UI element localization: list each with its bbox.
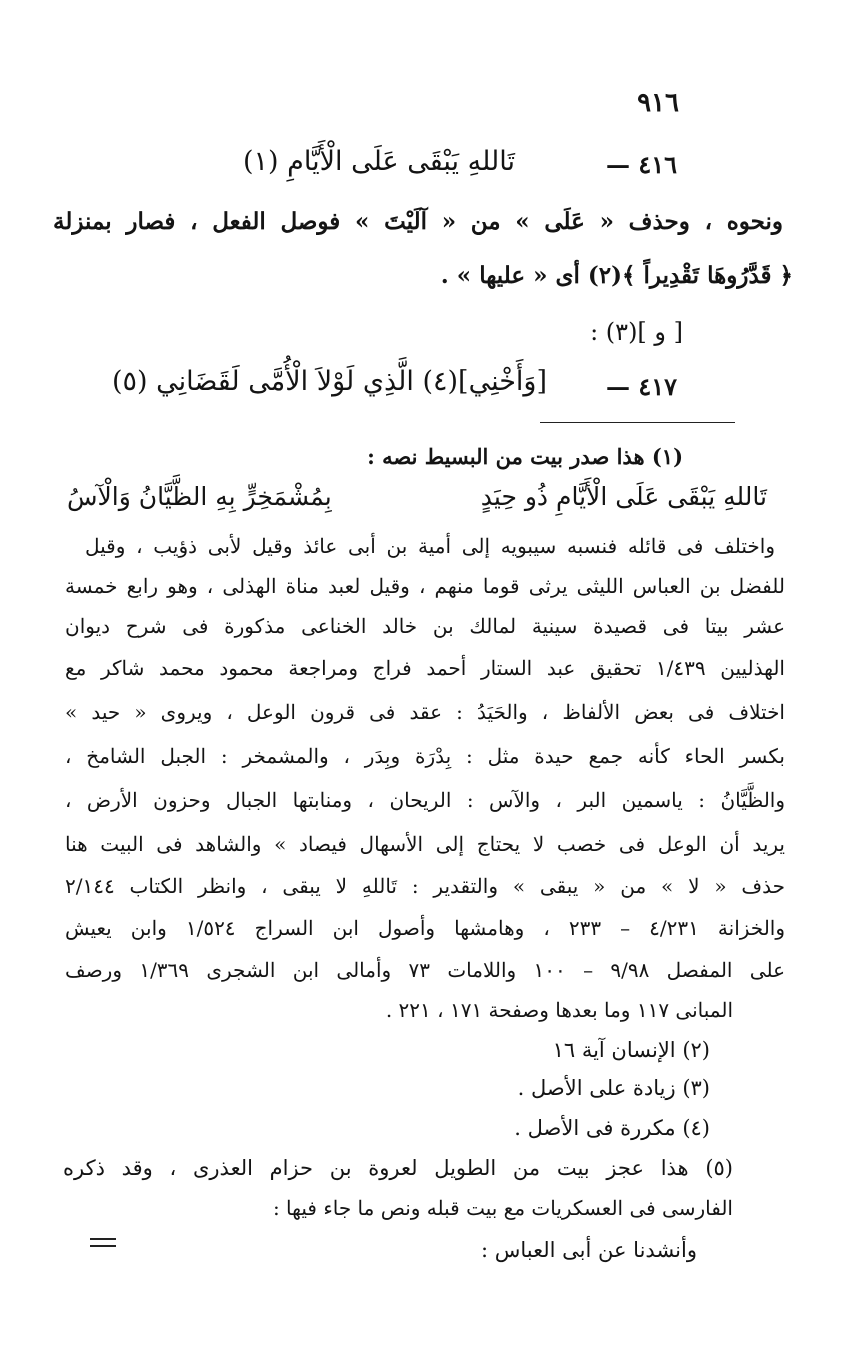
verse-417 (606, 372, 677, 401)
verse-number: ٤١٧ — (605, 372, 677, 401)
footnote-line: واختلف فى قائله فنسبه سيبويه إلى أمية بن أبى عائذ وقيل لأبى ذؤيب ، وقيل (85, 534, 775, 558)
continuation-mark (90, 1238, 116, 1252)
verse-text: تَاللهِ يَبْقَى عَلَى الْأَيَّامِ (١) (242, 146, 515, 177)
footnote-line: اختلاف فى بعض الألفاظ ، والحَيَدُ : عقد فى قرون الوعل ، ويروى « حيد » (65, 700, 785, 724)
verse-417-text (112, 366, 547, 397)
verse-text: [وَأَخْنِي](٤) الَّذِي لَوْلاَ الْأُمَّى لَقَضَانِي (٥) (111, 366, 547, 397)
verse-416-text (243, 146, 515, 177)
footnote-separator (540, 422, 735, 423)
footnote-5-end: وأنشدنا عن أبى العباس : (480, 1238, 697, 1262)
main-text-line: ونحوه ، وحذف « عَلَى » من « آلَيْتَ » فوصل الفعل ، فصار بمنزلة (53, 208, 783, 235)
footnote-line: والظَّيَّانُ : ياسمين البر ، والآس : الريحان ، ومنابتها الجبال وحزون الأرض ، (65, 788, 785, 812)
verse-hemistich-left: بِمُشْمَخِرٍّ بِهِ الظَّيَّانُ وَالْآسُ (67, 482, 332, 511)
verse-number: ٤١٦ — (605, 150, 677, 179)
footnote-line: عشر بيتا فى قصيدة سينية لمالك بن خالد الخناعى مذكورة فى شرح ديوان (65, 614, 785, 638)
footnote-line: يريد أن الوعل فى خصب لا يحتاج إلى الأسهال فيصاد » والشاهد فى البيت هنا (65, 832, 785, 856)
footnote-line: للفضل بن العباس الليثى يرثى قوما منهم ، وقيل لعبد مناة الهذلى ، وهو رابع خمسة (65, 574, 785, 598)
footnote-line: والخزانة ٤/٢٣١ – ٢٣٣ ، وهامشها وأصول ابن السراج ١/٥٢٤ وابن يعيش (65, 916, 786, 940)
verse-hemistich-right: تَاللهِ يَبْقَى عَلَى الْأَيَّامِ ذُو حِيَدٍ (480, 482, 767, 511)
footnote-line: حذف « لا » من « يبقى » والتقدير : تَاللهِ لا يبقى ، وانظر الكتاب ٢/١٤٤ (65, 874, 785, 898)
footnote-1-intro: (١) هذا صدر بيت من البسيط نصه : (367, 444, 683, 469)
footnote-line: بكسر الحاء كأنه جمع حيدة مثل : بِدْرَة وبِدَر ، والمشمخر : الجبل الشامخ ، (65, 744, 785, 768)
footnote-5-line: الفارسى فى العسكريات مع بيت قبله ونص ما جاء فيها : (272, 1196, 733, 1220)
footnote-5-line: (٥) هذا عجز بيت من الطويل لعروة بن حزام العذرى ، وقد ذكره (63, 1156, 733, 1180)
main-text-line: ﴿ قَدَّرُوهَا تَقْدِيراً ﴾(٢) أى « عليها » . (440, 262, 793, 289)
footnote-1-verse (67, 482, 767, 511)
footnote-line: الهذليين ١/٤٣٩ تحقيق عبد الستار أحمد فراج ومراجعة محمود محمد شاكر مع (65, 656, 785, 680)
bracket-addition: [ و ](٣) : (590, 318, 683, 346)
footnote-line: على المفصل ٩/٩٨ – ١٠٠ واللامات ٧٣ وأمالى ابن الشجرى ١/٣٦٩ ورصف (65, 958, 786, 982)
verse-416 (606, 150, 677, 179)
footnote-4: (٤) مكررة فى الأصل . (514, 1116, 710, 1140)
page-number: ٩١٦ (637, 88, 679, 118)
footnote-line: المبانى ١١٧ وما بعدها وصفحة ١٧١ ، ٢٢١ . (385, 998, 733, 1022)
footnote-3: (٣) زيادة على الأصل . (517, 1076, 710, 1100)
footnote-2: (٢) الإنسان آية ١٦ (552, 1038, 710, 1062)
